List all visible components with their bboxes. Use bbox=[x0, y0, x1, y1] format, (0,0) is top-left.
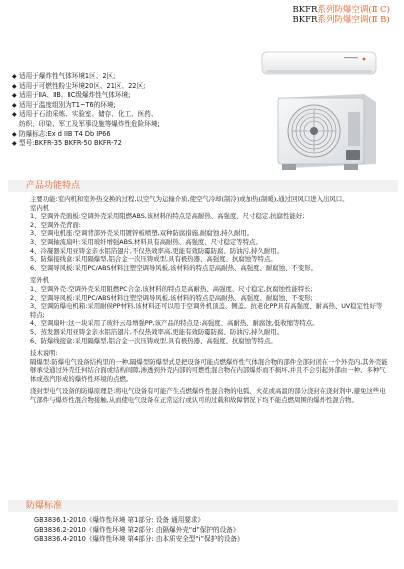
indoor-title: 室内机 bbox=[30, 203, 50, 212]
diamond-bullet-icon: ◆ bbox=[12, 140, 17, 148]
feature-item: ◆ 适用于ⅡA、ⅡB、ⅡC级爆炸性气体环境; bbox=[12, 91, 131, 100]
feature-item: ◆ 适用于可燃性粉尘环境20区、21区、22区; bbox=[12, 81, 146, 90]
tech-paragraph: 隔爆型:防爆电气设备结构里的一种,隔爆型防爆型式是把设备可能点燃爆炸性气体混合物的部件全部封闭在一个外壳内,其外壳能够承受通过外壳任何结合面或结构间隙,渗透到外壳内部的可燃性混合物在内部爆炸而不损坏,并且不会引起外部由一种、多种气体或蒸汽形成的爆炸性环境的点燃。 bbox=[30, 357, 388, 383]
outdoor-item: 1、空调外壳:空调外壳采用阻燃PC合金,该材料的特点是高耐热、高强度、尺寸稳定,抗腐蚀性能特长; bbox=[30, 284, 313, 293]
title-iic: BKFR系列防爆空调(Ⅱ C) bbox=[292, 5, 390, 15]
standards-list bbox=[34, 516, 384, 545]
feature-item: ◆ 适用于石油采炼、实验室、储存、化工、医药、 bbox=[12, 110, 158, 119]
diamond-bullet-icon: ◆ bbox=[12, 130, 17, 138]
feature-item: ◆ 防爆标志:Ex d IIB T4 Db IP66 bbox=[12, 129, 111, 138]
diamond-bullet-icon: ◆ bbox=[12, 111, 17, 119]
outdoor-item: 6、防爆线接盒:采用隔爆型,铝合金一次压铸成型,具有极热器、高强度、抗腐蚀等特点。 bbox=[30, 336, 277, 345]
indoor-item: 6、空调导风板:采用PC/ABS材料注塑空调导风板,该材料的特点是高耐热、高强度、耐腐蚀、不变形。 bbox=[30, 263, 318, 272]
feature-item-continued: 纺织、印染、军工及军事设施等爆炸性危险环境; bbox=[19, 119, 160, 128]
outdoor-item: 3、空调防爆电机箱:采用耐侯PP材料,该材料还可以用于空调外机顶盖、侧盖。抗老化PP具有高强度、耐高热、UV稳定性好等特点; bbox=[30, 302, 383, 319]
title-iib: BKFR系列防爆空调(Ⅱ B) bbox=[292, 15, 390, 25]
indoor-item: 1、空调外壳面板:空调外壳采用阻燃ABS,该材料的特点是高耐热、高强度、尺寸稳定,抗腐性能好; bbox=[30, 212, 305, 221]
diamond-bullet-icon: ◆ bbox=[12, 73, 17, 80]
diamond-bullet-icon: ◆ bbox=[12, 101, 17, 109]
feature-item: ◆ 适用于爆炸性气体环境1区、2区; bbox=[12, 72, 116, 80]
feature-item: ◆ 适用于温度组别为T1~T6的环境; bbox=[12, 100, 116, 109]
tech-paragraph: 浇封型电气设备的防爆原理是:将电气设备有可能产生点燃爆炸性混合物的电弧、火花或高温的部分浇封在浇封剂中,避免这些电气部件与爆炸性混合物接触,从而使电气设备在正常运行或认可的过载和故障情况下均不能点燃周围的爆炸性混合物。 bbox=[30, 387, 386, 405]
heading-band bbox=[8, 500, 398, 512]
diamond-bullet-icon: ◆ bbox=[12, 82, 17, 90]
outdoor-unit-image bbox=[268, 88, 380, 174]
standard-item: GB3836.4-2010《爆炸性环境 第4部分: 由本质安全型“i”保护的设备》 bbox=[34, 535, 244, 544]
indoor-item: 2、空调外壳背面: bbox=[30, 220, 81, 229]
product-titles bbox=[292, 5, 390, 25]
indoor-item: 4、冷凝器采用亚铸金亲水铝箔翅片,不仅热效率高,更能有效防霉防腐、防油污,持久耐用。 bbox=[30, 246, 284, 255]
indoor-item: 3、空调电机座:空调背部外壳采用镀锌板喷塑,双种防腐措施,耐腐蚀,持久耐用。 bbox=[30, 229, 254, 238]
feature-item: ◆ 型号:BKFR-35 BKFR-50 BKFR-72 bbox=[12, 139, 122, 148]
outdoor-title: 室外机 bbox=[30, 276, 50, 285]
feature-list bbox=[12, 72, 272, 149]
indoor-unit-image bbox=[260, 44, 380, 84]
outdoor-item: 2、空调导风板:采用PC/ABS材料注塑空调导风板,该材料的特点是高耐热、高强度、耐腐蚀、不变形; bbox=[30, 293, 313, 302]
diamond-bullet-icon: ◆ bbox=[12, 92, 17, 100]
outdoor-item: 4、空调扇叶:这一块采用了玻纤云母增强PP,该产品的特点是:高强度、高耐热、耐腐蚀,低收缩等特点。 bbox=[30, 319, 319, 328]
indoor-item: 3、空调轴流扇叶:采用玻纤增强ABS,材料具有高耐热、高强度、尺寸稳定等特点。 bbox=[30, 237, 262, 246]
section-heading-standards: 防爆标准 bbox=[26, 500, 394, 512]
section-heading-features: 产品功能特点 bbox=[26, 180, 394, 192]
standard-item: GB3836.2-2010《爆炸性环境 第2部分: 由隔爆外壳“d”保护的设备》 bbox=[34, 525, 240, 534]
tech-title: 技术说明: bbox=[30, 349, 58, 358]
standard-item: GB3836.1-2010《爆炸性环境 第1部分: 设备 通用要求》 bbox=[34, 516, 205, 524]
indoor-item: 5、防爆接线盒:采用隔爆型,铝合金一次压铸成型,具有极热器、高强度、抗腐蚀等特点。 bbox=[30, 255, 277, 264]
intro-text: 主要功能:室内机和室外热交换的过程,以空气为运输介质,使空气冷却(制冷)或加热(制暖),通过回风口进入出风口。 bbox=[30, 195, 349, 203]
outdoor-item: 5、蒸发器采用亚铸金亲水铝箔翅片,不仅热效率高,更能有效防霉防腐、防油污,持久耐用。 bbox=[30, 327, 284, 336]
features-body bbox=[30, 195, 388, 405]
